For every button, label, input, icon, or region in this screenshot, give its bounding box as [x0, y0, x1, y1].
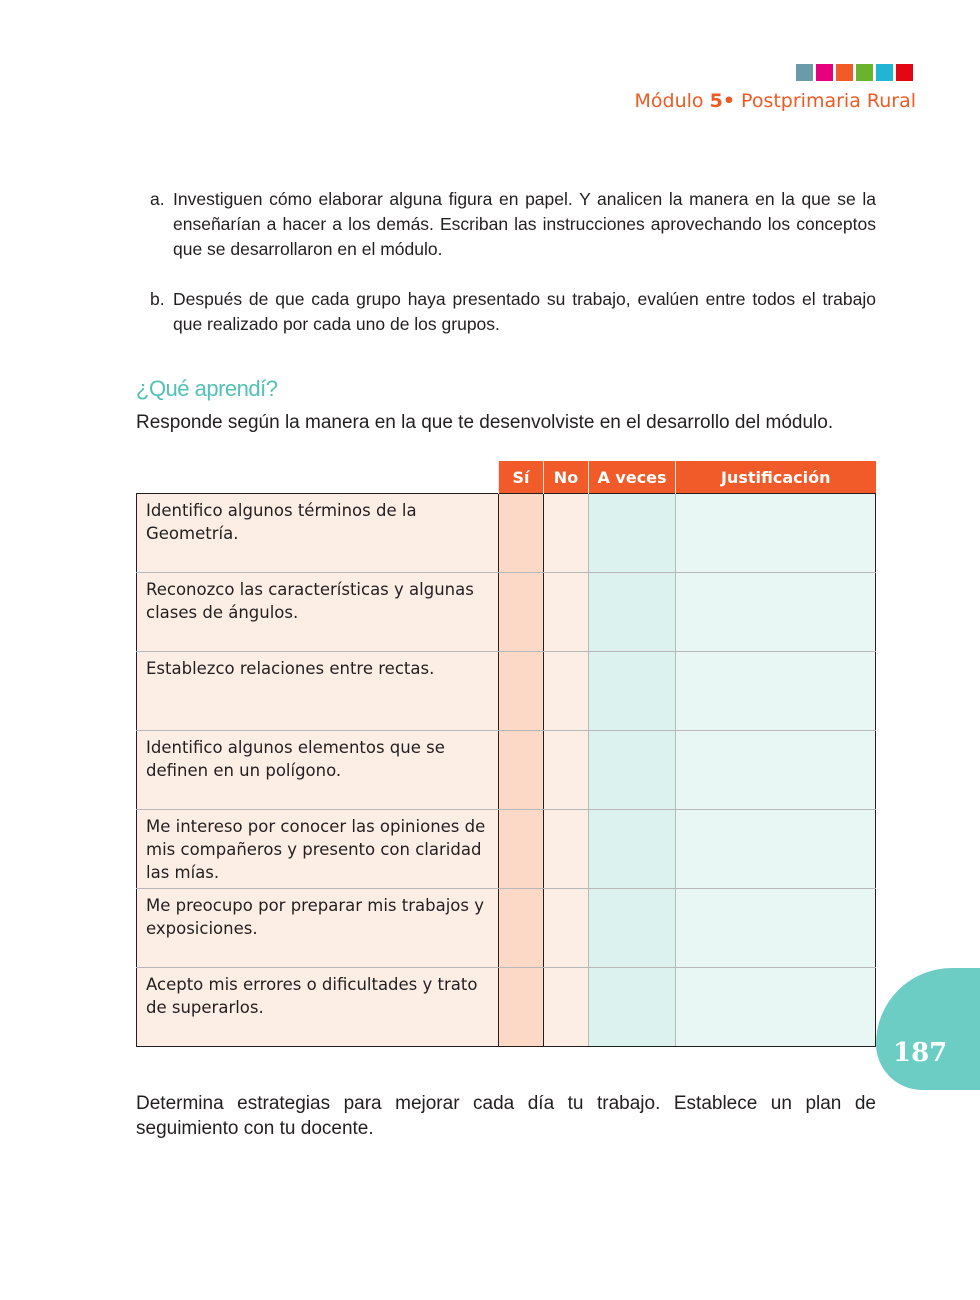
answer-cell-no[interactable] — [544, 494, 589, 573]
answer-cell-no[interactable] — [544, 731, 589, 810]
module-number: 5 — [709, 90, 723, 112]
answer-cell-a-veces[interactable] — [589, 810, 676, 889]
answer-cell-si[interactable] — [499, 968, 544, 1047]
statement-cell: Identifico algunos elementos que se definen en un polígono. — [137, 731, 499, 810]
activity-item — [150, 187, 876, 262]
color-square — [856, 64, 873, 81]
table-row — [137, 968, 876, 1047]
color-square — [876, 64, 893, 81]
program-label: Postprimaria Rural — [741, 90, 916, 112]
module-separator: • — [722, 90, 735, 112]
page-number: 187 — [893, 1038, 948, 1068]
justification-cell[interactable] — [676, 889, 876, 968]
statement-cell: Establezco relaciones entre rectas. — [137, 652, 499, 731]
answer-cell-no[interactable] — [544, 968, 589, 1047]
answer-cell-no[interactable] — [544, 889, 589, 968]
answer-cell-a-veces[interactable] — [589, 494, 676, 573]
activity-text: Después de que cada grupo haya presentado su trabajo, evalúen entre todos el trabajo que realizado por cada uno de los grupos. — [173, 289, 876, 334]
table-header-row — [137, 461, 876, 494]
color-square — [796, 64, 813, 81]
statement-cell: Me preocupo por preparar mis trabajos y exposiciones. — [137, 889, 499, 968]
answer-cell-no[interactable] — [544, 810, 589, 889]
color-strip — [796, 64, 913, 81]
answer-cell-si[interactable] — [499, 731, 544, 810]
color-square — [816, 64, 833, 81]
table-row — [137, 652, 876, 731]
answer-cell-a-veces[interactable] — [589, 573, 676, 652]
answer-cell-no[interactable] — [544, 652, 589, 731]
answer-cell-a-veces[interactable] — [589, 889, 676, 968]
answer-cell-a-veces[interactable] — [589, 652, 676, 731]
justification-cell[interactable] — [676, 968, 876, 1047]
justification-cell[interactable] — [676, 731, 876, 810]
table-row — [137, 494, 876, 573]
answer-cell-no[interactable] — [544, 573, 589, 652]
closing-instruction: Determina estrategias para mejorar cada día tu trabajo. Establece un plan de seguimiento con tu docente. — [136, 1093, 876, 1139]
self-assessment-table — [136, 461, 876, 1047]
answer-cell-a-veces[interactable] — [589, 731, 676, 810]
column-header-a-veces: A veces — [589, 461, 676, 494]
section-intro: Responde según la manera en la que te desenvolviste en el desarrollo del módulo. — [136, 412, 834, 433]
column-header-no: No — [544, 461, 589, 494]
table-row — [137, 810, 876, 889]
justification-cell[interactable] — [676, 810, 876, 889]
column-header-si: Sí — [499, 461, 544, 494]
answer-cell-a-veces[interactable] — [589, 968, 676, 1047]
color-square — [836, 64, 853, 81]
activity-marker: b. — [150, 289, 165, 309]
justification-cell[interactable] — [676, 573, 876, 652]
activity-item — [150, 287, 876, 337]
table-row — [137, 889, 876, 968]
justification-cell[interactable] — [676, 652, 876, 731]
justification-cell[interactable] — [676, 494, 876, 573]
activity-list — [150, 187, 876, 362]
page-number-tab — [876, 968, 980, 1090]
activity-marker: a. — [150, 189, 165, 209]
answer-cell-si[interactable] — [499, 810, 544, 889]
color-square — [896, 64, 913, 81]
statement-cell: Identifico algunos términos de la Geometría. — [137, 494, 499, 573]
answer-cell-si[interactable] — [499, 652, 544, 731]
answer-cell-si[interactable] — [499, 889, 544, 968]
table-row — [137, 573, 876, 652]
section-title: ¿Qué aprendí? — [136, 376, 278, 401]
activity-text: Investiguen cómo elaborar alguna figura en papel. Y analicen la manera en la que se la enseñarían a hacer a los demás. Escriban las instrucciones aprovechando los conceptos que se desarrollaron en el módulo. — [173, 189, 876, 259]
table-row — [137, 731, 876, 810]
column-header-justificacion: Justificación — [676, 461, 876, 494]
statement-cell: Acepto mis errores o dificultades y trato de superarlos. — [137, 968, 499, 1047]
module-header — [635, 90, 916, 112]
answer-cell-si[interactable] — [499, 573, 544, 652]
header-blank-cell — [137, 461, 499, 494]
module-label: Módulo — [634, 90, 704, 112]
statement-cell: Me intereso por conocer las opiniones de mis compañeros y presento con claridad las mías. — [137, 810, 499, 889]
statement-cell: Reconozco las características y algunas clases de ángulos. — [137, 573, 499, 652]
answer-cell-si[interactable] — [499, 494, 544, 573]
